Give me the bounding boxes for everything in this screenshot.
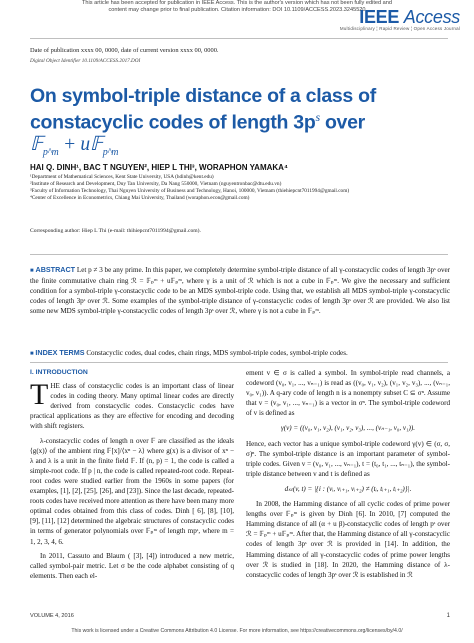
right-column (246, 368, 450, 580)
affiliation-3: ³Faculty of Information Technology, Thai Nguyen University of Business and Technology, Hanoi, 100000, Vietnam (thiehiepcnt7011994@gmail.com) (30, 188, 350, 194)
affiliations (30, 174, 450, 202)
index-terms-text: Constacyclic codes, dual codes, chain rings, MDS symbol-triple codes, symbol-triple codes. (86, 349, 348, 357)
header-rule (30, 38, 448, 39)
footer-page-number: 1 (446, 613, 450, 619)
keywords-rule (30, 362, 448, 363)
doi: Digital Object Identifier 10.1109/ACCESS.2017.DOI (30, 58, 141, 64)
notice-line-1: This article has been accepted for publication in IEEE Access. This is the author's version which has not been fully edited and (81, 0, 393, 6)
equation-2: dₛₜ(v, t) = |{i : (vᵢ, vᵢ₊₁, vᵢ₊₂) ≠ (tᵢ, tᵢ₊₁, tᵢ₊₂)}|. (284, 484, 412, 493)
logo-tagline: Multidisciplinary ¦ Rapid Review ¦ Open Access Journal (339, 26, 460, 31)
title-line-2 (30, 107, 450, 134)
abstract-rule (30, 254, 448, 255)
equation-1: γ(v) = ((v₀, v₁, v₂), (v₁, v₂, v₃), ..., (vₙ₋₁, v₀, v₁)). (280, 424, 416, 433)
title-sup: s (315, 110, 320, 124)
logo-ieee: IEEE (359, 7, 400, 27)
title-sub: p^m (42, 146, 59, 158)
title-field: 𝔽 (30, 133, 43, 155)
corresponding-author: Corresponding author: Hiep L Thi (e-mail: thihiepcnt7011994@gmail.com). (30, 228, 201, 234)
title-sub-2: p^m (102, 146, 119, 158)
paper-title (30, 86, 450, 162)
left-column (30, 368, 234, 581)
intro-paragraph-3: In 2011, Cassuto and Blaum ( [3], [4]) introduced a new metric, called symbol-pair metric. Let σ be the code alphabet consisting of q elements. Then each el- (30, 551, 234, 580)
abstract-text: Let p ≠ 3 be any prime. In this paper, we completely determine symbol-triple distance of all γ-constacyclic codes of length 3pˢ over the finite commutative chain ring ℛ = 𝔽ₚᵐ + u𝔽ₚᵐ, where γ is a unit of ℛ which is not a cube in 𝔽ₚᵐ. We give the necessary and sufficient condition for a symbol-triple γ-constacyclic code to be an MDS symbol-triple code. Using that, we establish all MDS symbol-triple γ-constacyclic codes of length 3pˢ over ℛ. Some examples of the symbol-triple distance of γ-constacyclic codes of length 3pˢ over ℛ are provided. We also list some new MDS symbol-triple γ-constacyclic codes of length 3pˢ over ℛ, where γ is not a cube in 𝔽ₚᵐ. (30, 266, 451, 315)
abstract (30, 265, 450, 316)
affiliation-1: ¹Department of Mathematical Sciences, Kent State University, USA (hdinh@kent.edu) (30, 174, 214, 180)
index-terms-label: INDEX TERMS (35, 348, 85, 357)
ieee-access-logo (340, 8, 460, 31)
publication-dates: Date of publication xxxx 00, 0000, date of current version xxxx 00, 0000. (30, 47, 219, 54)
title-line-2-text: constacyclic codes of length 3p (30, 111, 316, 134)
logo-access: Access (403, 7, 460, 27)
title-line-3 (30, 134, 450, 163)
intro-paragraph-1 (30, 378, 234, 431)
drop-cap: T (30, 378, 49, 412)
index-terms (30, 348, 450, 359)
abstract-label: ABSTRACT (35, 265, 76, 274)
section-heading: I. INTRODUCTION (30, 369, 88, 376)
notice-line-2: content may change prior to final publication. Citation information: DOI 10.1109/ACCESS.2023.3245520 (108, 7, 366, 13)
right-paragraph-1: ement v ∈ σ is called a symbol. In symbol-triple read channels, a codeword (v₀, v₁, ..., vₙ₋₁) is read as ((v₀, v₁, v₂), (v₁, v₂, v₃), ..., (vₙ₋₁, v₀, v₁)). A q-ary code of length n is a nonempty subset C ⊆ σⁿ. Assume that v = (v₀, v₁, ..., vₙ₋₁) is a vector in σⁿ. The symbol-triple codeword of v is defined as (246, 369, 450, 418)
intro-paragraph-2: λ-constacyclic codes of length n over 𝔽 are classified as the ideals ⟨g(x)⟩ of the ambient ring 𝔽[x]/⟨xⁿ − λ⟩ where g(x) is a divisor of xⁿ − λ and λ is a unit in the finite field 𝔽. If (n, p) = 1, the code is called a simple-root code. If p | n, the code is called repeated-root code. Repeat-root codes were studied earlier from the 1960s in some papers (for examples, [1], [2], [25], [26], and [23]). Since the last decade, repeated-roots codes have received more attention as there have been many more optimal codes obtained from this class of codes. Dinh [ 6], [8], [10], [9], [11], [12] determined the algebraic structures of constacyclic codes in terms of generator polynomials over 𝔽ₚᵐ of length mpˢ, where m = 1, 2, 3, 4, 6. (30, 436, 234, 546)
square-bullet-icon: ■ (30, 268, 34, 274)
right-paragraph-2: Hence, each vector has a unique symbol-triple codeword γ(v) ∈ (σ, σ, σ)ⁿ. The symbol-triple distance is an important parameter of symbol-triple codes. Given v = (v₀, v₁, ..., vₙ₋₁), t = (t₀, t₁, ..., tₙ₋₁), the symbol-triple distance between v and t is defined as (246, 439, 450, 478)
title-field-2: + u𝔽 (58, 133, 103, 155)
square-bullet-icon: ■ (30, 351, 34, 357)
right-paragraph-3: In 2008, the Hamming distance of all cyclic codes of prime power lengths over 𝔽ₚᵐ is given by Dinh [6]. In 2010, [7] computed the Hamming distance of all (α + u β)-constacyclic codes of length pˢ over ℛ = 𝔽ₚᵐ + u𝔽ₚᵐ. After that, the Hamming distance of all γ-constacyclic codes of length 3pˢ over ℛ is provided in [14]. In addition, the Hamming distance of all γ-constacyclic codes of prime power lengths over ℛ is studied in [18]. In 2020, the Hamming distance of λ-constacyclic codes of length 3pˢ over ℛ is established in ℛ (246, 500, 450, 579)
affiliation-2: ²Institute of Research and Development, Duy Tan University, Da Nang 550000, Vietnam (nguyentronbac@dtu.edu.vn) (30, 181, 282, 187)
intro-p1-text: HE class of constacyclic codes is an important class of linear codes in coding theory. Many optimal linear codes are directly derived from constacyclic codes. Constacyclic codes have practical applications as they are effective for encoding and decoding with shift registers. (30, 382, 234, 431)
title-line-1: On symbol-triple distance of a class of (30, 85, 376, 107)
footer-license: This work is licensed under a Creative Commons Attribution 4.0 License. For more information, see https://creativecommons.org/licenses/by/4.0/ (71, 628, 403, 634)
footer-volume: VOLUME 4, 2016 (30, 613, 74, 619)
affiliation-4: ⁴Center of Excellence in Econometrics, Chiang Mai University, Thailand (woraphon.econ@gmail.com) (30, 195, 250, 201)
author-list: HAI Q. DINH¹, BAC T NGUYEN², HIEP L THI³, WORAPHON YAMAKA⁴ (30, 163, 288, 172)
title-line-2-end: over (319, 111, 365, 134)
